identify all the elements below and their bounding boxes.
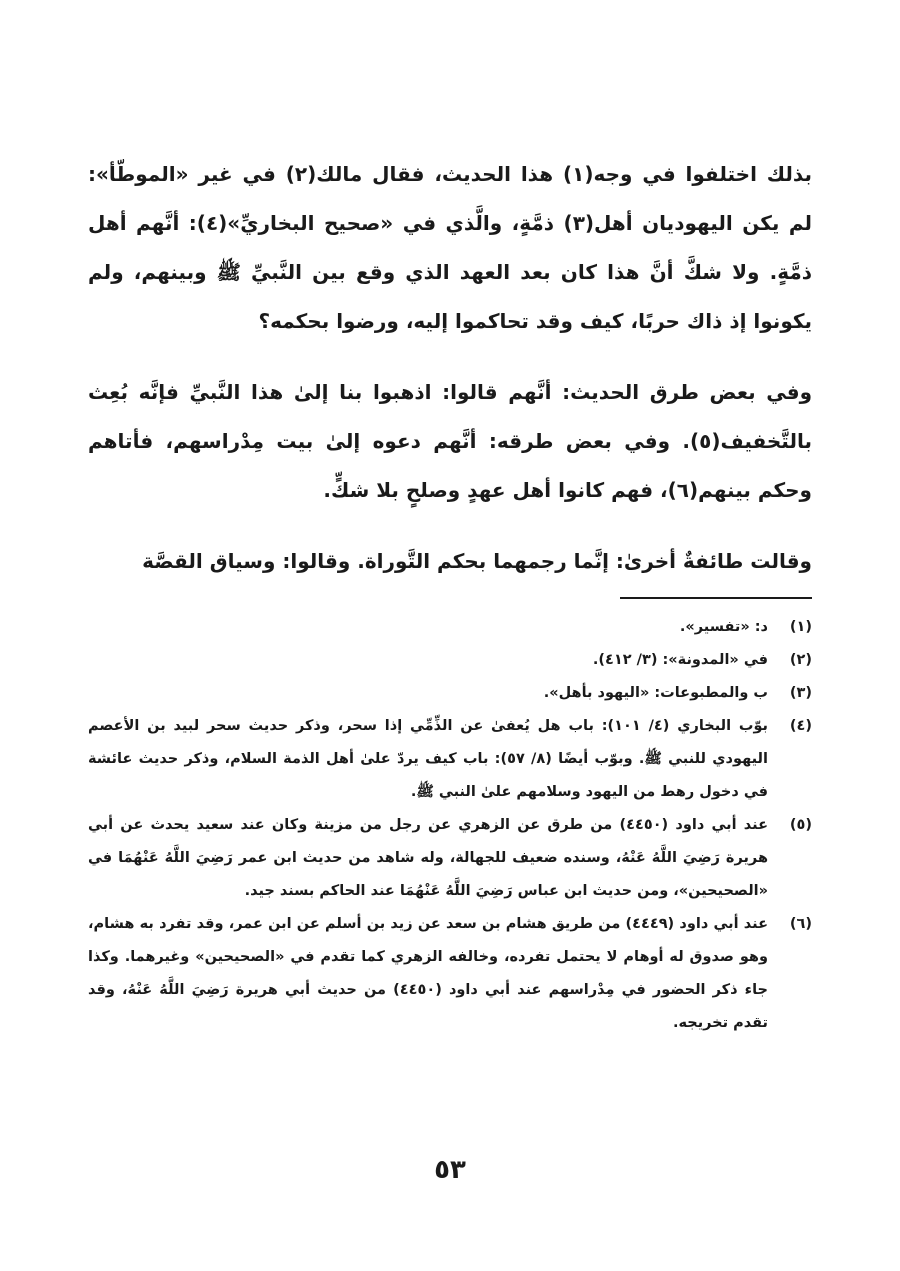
paragraph-1: بذلك اختلفوا في وجه(١) هذا الحديث، فقال مالك(٢) في غير «الموطّأ»: لم يكن اليهوديان أهل(٣) ذمَّةٍ، والَّذي في «صحيح البخاريِّ»(٤): أنَّهم أهل ذمَّةٍ. ولا شكَّ أنَّ هذا كان بعد العهد الذي وقع بين النَّبيِّ ﷺ وبينهم، ولم يكونوا إذ ذاك حربًا، كيف وقد تحاكموا إليه، ورضوا بحكمه؟	[88, 162, 813, 333]
main-text	[88, 150, 812, 586]
footnote-number: (١)	[789, 619, 812, 635]
footnote-divider	[620, 597, 812, 599]
paragraph-3: وقالت طائفةٌ أخرىٰ: إنَّما رجمهما بحكم التَّوراة. وقالوا: وسياق القصَّة	[142, 549, 812, 573]
footnote-number: (٣)	[789, 685, 812, 701]
footnote-text: ب والمطبوعات: «اليهود بأهل».	[543, 685, 768, 701]
footnote-4	[88, 710, 812, 809]
footnote-number: (٥)	[789, 817, 812, 833]
footnote-text: د: «تفسير».	[679, 619, 768, 635]
footnote-2	[88, 644, 812, 677]
footnote-1	[88, 611, 812, 644]
footnote-text: في «المدونة»: (٣/ ٤١٢).	[592, 652, 768, 668]
footnote-6	[88, 908, 812, 1040]
footnote-number: (٤)	[789, 718, 812, 734]
footnote-text: عند أبي داود (٤٤٥٠) من طرق عن الزهري عن رجل من مزينة وكان عند سعيد يحدث عن أبي هريرة رَضِيَ اللَّهُ عَنْهُ، وسنده ضعيف للجهالة، وله شاهد من حديث ابن عمر رَضِيَ اللَّهُ عَنْهُمَا في «الصحيحين»، ومن حديث ابن عباس رَضِيَ اللَّهُ عَنْهُمَا عند الحاكم بسند جيد.	[88, 817, 768, 899]
footnote-text: عند أبي داود (٤٤٤٩) من طريق هشام بن سعد عن زيد بن أسلم عن ابن عمر، وقد تفرد به هشام، وهو صدوق له أوهام لا يحتمل تفرده، وخالفه الزهري كما تقدم في «الصحيحين» وغيرهما. وكذا جاء ذكر الحضور في مِدْراسهم عند أبي داود (٤٤٥٠) من حديث أبي هريرة رَضِيَ اللَّهُ عَنْهُ، وقد تقدم تخريجه.	[88, 916, 768, 1031]
footnotes	[88, 611, 812, 1040]
page-number: ٥٣	[434, 1155, 466, 1185]
paragraph-2: وفي بعض طرق الحديث: أنَّهم قالوا: اذهبوا بنا إلىٰ هذا النَّبيِّ فإنَّه بُعِث بالتَّخفيف(٥). وفي بعض طرقه: أنَّهم دعوه إلىٰ بيت مِدْراسهم، فأتاهم وحكم بينهم(٦)، فهم كانوا أهل عهدٍ وصلحٍ بلا شكٍّ.	[88, 380, 812, 502]
footnote-text: بوّب البخاري (٤/ ١٠١): باب هل يُعفىٰ عن الذِّمِّي إذا سحر، وذكر حديث سحر لبيد بن الأعصم اليهودي للنبي ﷺ. وبوّب أيضًا (٨/ ٥٧): باب كيف يردّ علىٰ أهل الذمة السلام، وذكر حديث عائشة في دخول رهط من اليهود وسلامهم علىٰ النبي ﷺ.	[88, 718, 768, 800]
footnote-3	[88, 677, 812, 710]
footnote-number: (٦)	[789, 916, 812, 932]
footnote-5	[88, 809, 812, 908]
footnote-number: (٢)	[789, 652, 812, 668]
